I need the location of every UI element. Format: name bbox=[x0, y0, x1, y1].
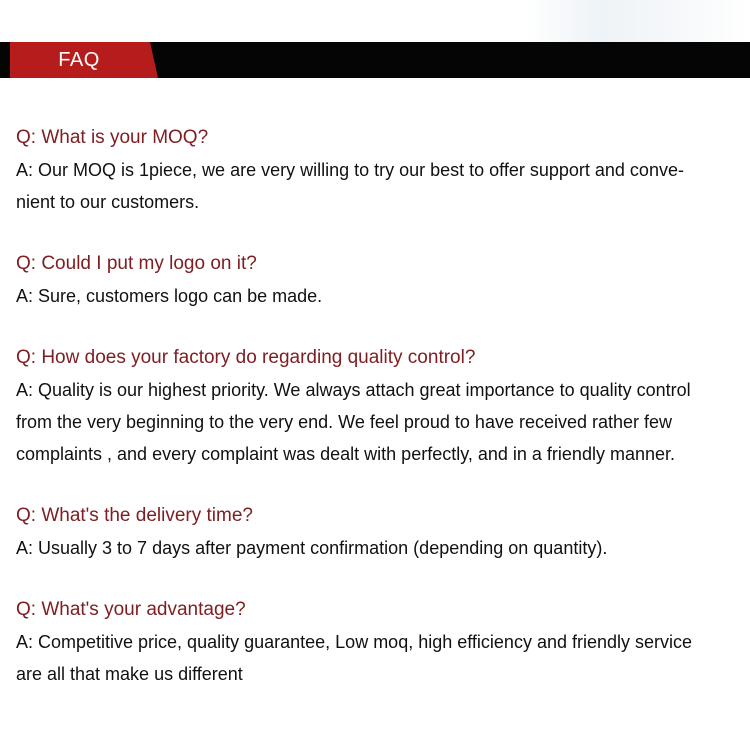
faq-question: Q: How does your factory do regarding quality control? bbox=[16, 347, 476, 368]
faq-list bbox=[16, 122, 741, 720]
faq-answer-line: A: Quality is our highest priority. We always attach great importance to quality control bbox=[16, 380, 691, 400]
faq-answer bbox=[16, 532, 741, 564]
faq-answer bbox=[16, 154, 741, 218]
faq-item-logo bbox=[16, 248, 741, 312]
faq-question: Q: What is your MOQ? bbox=[16, 127, 209, 148]
faq-item-moq bbox=[16, 122, 741, 218]
faq-question: Q: What's your advantage? bbox=[16, 599, 246, 620]
faq-answer-line: A: Usually 3 to 7 days after payment confirmation (depending on quantity). bbox=[16, 538, 608, 558]
faq-question: Q: Could I put my logo on it? bbox=[16, 253, 257, 274]
faq-item-advantage bbox=[16, 594, 741, 690]
faq-question: Q: What's the delivery time? bbox=[16, 505, 253, 526]
faq-answer-line: from the very beginning to the very end. We feel proud to have received rather few bbox=[16, 412, 673, 432]
faq-item-quality-control bbox=[16, 342, 741, 470]
faq-answer bbox=[16, 374, 741, 470]
faq-answer-line: A: Sure, customers logo can be made. bbox=[16, 286, 323, 306]
faq-answer bbox=[16, 280, 741, 312]
faq-header-title: FAQ bbox=[58, 49, 100, 71]
top-background-strip bbox=[0, 0, 750, 42]
faq-answer bbox=[16, 626, 741, 690]
faq-answer-line: A: Competitive price, quality guarantee, Low moq, high efficiency and friendly service bbox=[16, 632, 693, 652]
faq-answer-line: complaints , and every complaint was dealt with perfectly, and in a friendly manner. bbox=[16, 444, 675, 464]
faq-answer-line: are all that make us different bbox=[16, 664, 243, 684]
faq-answer-line: nient to our customers. bbox=[16, 192, 200, 212]
faq-header-bar bbox=[0, 42, 750, 78]
faq-item-delivery-time bbox=[16, 500, 741, 564]
faq-answer-line: A: Our MOQ is 1piece, we are very willing to try our best to offer support and conve- bbox=[16, 160, 684, 180]
